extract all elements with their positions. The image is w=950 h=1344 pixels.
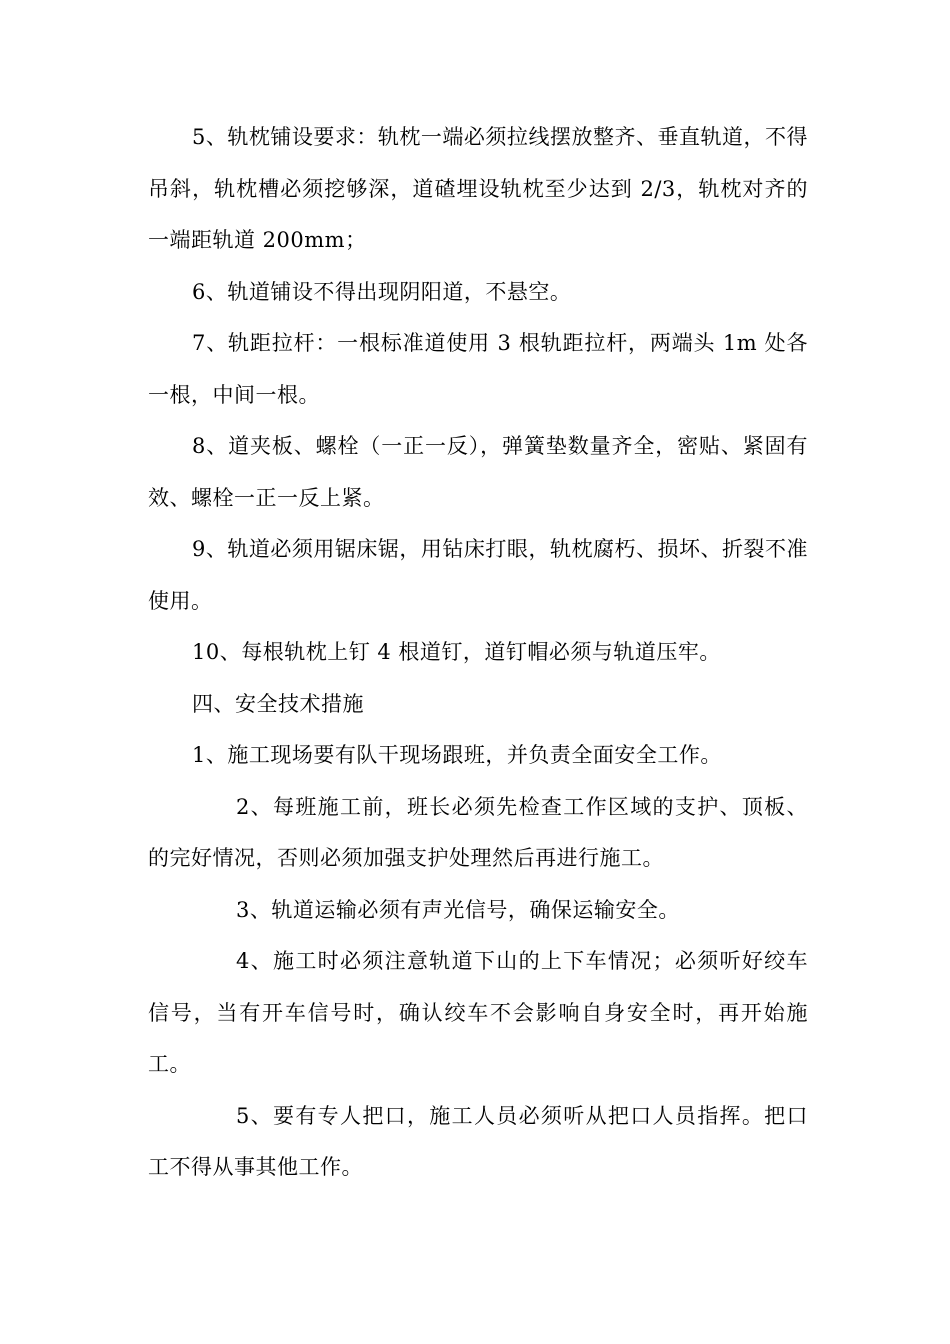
paragraph-spikes: 10、每根轨枕上钉 4 根道钉，道钉帽必须与轨道压牢。 [192,640,721,664]
paragraph-track-laying: 6、轨道铺设不得出现阴阳道，不悬空。 [192,279,572,304]
section-heading-safety: 四、安全技术措施 [192,691,364,716]
paragraph-signals: 3、轨道运输必须有声光信号，确保运输安全。 [236,897,680,922]
paragraph-roof-check: 2、每班施工前，班长必须先检查工作区域的支护、顶板、的完好情况，否则必须加强支护处理然后再进行施工。 [148,794,808,870]
paragraph-fishplate-bolts: 8、道夹板、螺栓（一正一反），弹簧垫数量齐全，密贴、紧固有效、螺栓一正一反上紧。 [148,434,808,510]
paragraph-supervision: 1、施工现场要有队干现场跟班，并负责全面安全工作。 [192,743,722,767]
paragraph-guard: 5、要有专人把口，施工人员必须听从把口人员指挥。把口工不得从事其他工作。 [148,1103,808,1179]
document-body [148,112,808,1194]
paragraph-gauge-rod: 7、轨距拉杆：一根标准道使用 3 根轨距拉杆，两端头 1m 处各一根，中间一根。 [148,331,808,407]
paragraph-sleeper-laying: 5、轨枕铺设要求：轨枕一端必须拉线摆放整齐、垂直轨道，不得吊斜，轨枕槽必须挖够深，道碴埋设轨枕至少达到 2/3，轨枕对齐的一端距轨道 200mm； [148,125,808,252]
paragraph-rail-cutting: 9、轨道必须用锯床锯，用钻床打眼，轨枕腐朽、损坏、折裂不准使用。 [148,537,808,613]
paragraph-winch: 4、施工时必须注意轨道下山的上下车情况；必须听好绞车信号，当有开车信号时，确认绞车不会影响自身安全时，再开始施工。 [148,949,808,1076]
